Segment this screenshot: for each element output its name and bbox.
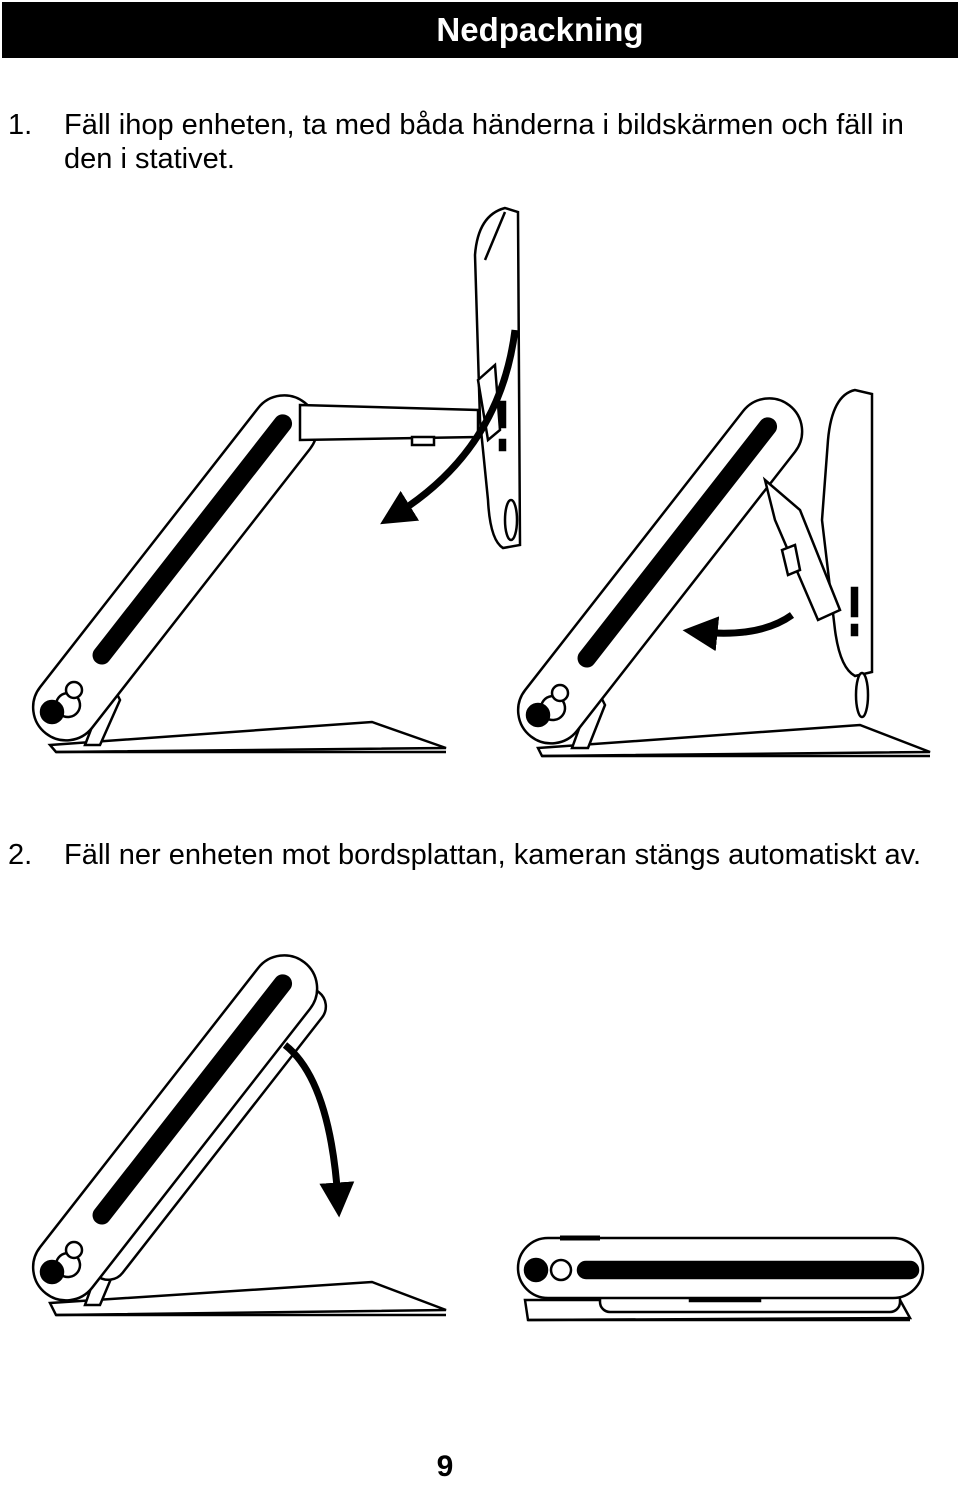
tilt-arrow-icon [285, 1045, 338, 1200]
illustration-unit-tilting-down [20, 942, 446, 1315]
illustration-unit-screen-folding [505, 385, 930, 757]
stand-arm [20, 382, 331, 754]
section-title: Nedpackning [436, 11, 644, 48]
illustration-unit-folded-flat [518, 1238, 923, 1320]
knob-icon [41, 701, 63, 723]
page-number: 9 [436, 1450, 454, 1483]
step-text: Fäll ihop enheten, ta med båda händerna i bildskärmen och fäll in den i stativet. [64, 109, 904, 175]
step-text: Fäll ner enheten mot bordsplattan, kameran stängs automatiskt av. [64, 839, 922, 871]
step-number: 1. [8, 109, 33, 141]
step-number: 2. [8, 839, 33, 871]
fold-arrow-icon [700, 615, 792, 633]
